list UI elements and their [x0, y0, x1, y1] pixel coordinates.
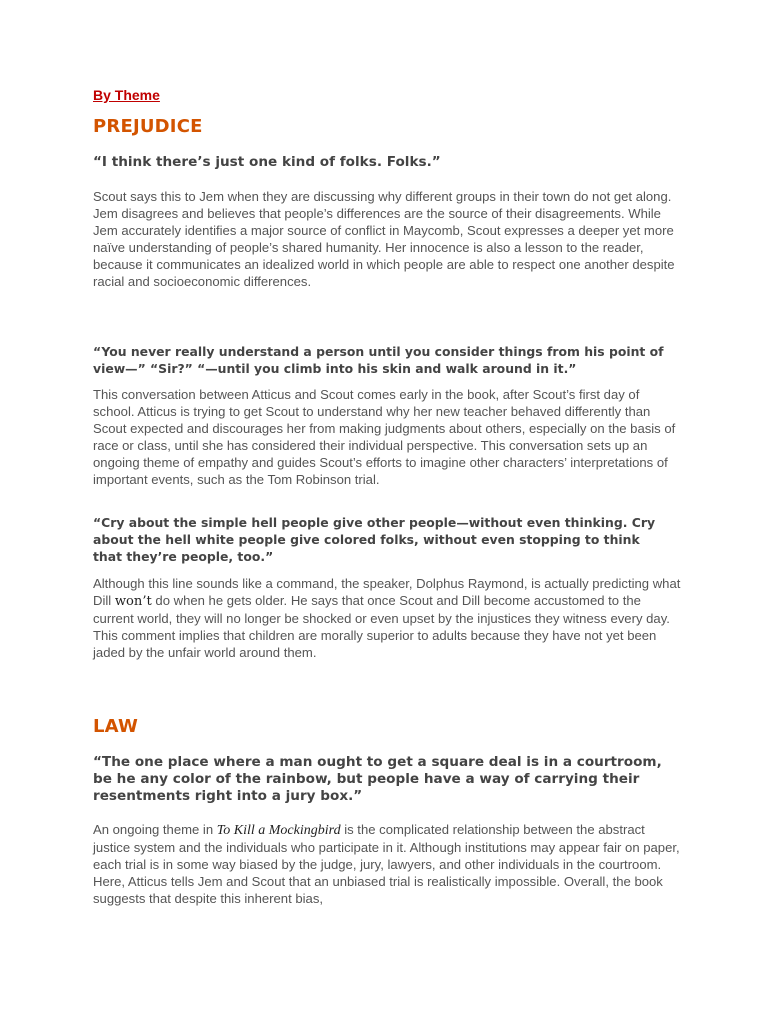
prejudice-paragraph-1: Scout says this to Jem when they are discussing why different groups in their town do not get along. Jem disagrees and believes that people’s differences are the source of their disagreements. While Jem accurately identifies a major source of conflict in Maycomb, Scout expresses a deeper yet more naïve understanding of people’s shared humanity. Her innocence is also a lesson to the reader, because it communicates an idealized world in which people are able to respect one another despite racial and socioeconomic differences.	[93, 189, 675, 289]
law-paragraph-1-part-b: is the complicated relationship between the abstract justice system and the individuals who participate in it. Although institutions may appear fair on paper, each trial is in some way biased by the judge, jury, lawyers, and other individuals in the courtroom. Here, Atticus tells Jem and Scout that an unbiased trial is realistically impossible. Overall, the book suggests that despite this inherent bias,	[93, 822, 680, 906]
by-theme-link[interactable]: By Theme	[93, 87, 160, 103]
book-title: To Kill a Mockingbird	[216, 823, 341, 838]
law-heading: LAW	[93, 716, 139, 737]
law-paragraph-1	[93, 821, 683, 907]
prejudice-paragraph-3	[93, 575, 683, 661]
law-paragraph-1-part-a: An ongoing theme in	[93, 822, 217, 837]
prejudice-quote-3: “Cry about the simple hell people give other people—without even thinking. Cry about the hell white people give colored folks, without even stopping to think that they’re people, too.”	[93, 515, 656, 564]
prejudice-quote-2: “You never really understand a person until you consider things from his point of view—” “Sir?” “—until you climb into his skin and walk around in it.”	[93, 344, 664, 376]
prejudice-paragraph-3-part-b: do when he gets older. He says that once Scout and Dill become accustomed to the current world, they will no longer be shocked or even upset by the injustices they witness every day. This comment implies that children are morally superior to adults because they have not yet been jaded by the unfair world around them.	[93, 593, 670, 660]
prejudice-paragraph-2: This conversation between Atticus and Scout comes early in the book, after Scout’s first day of school. Atticus is trying to get Scout to understand why her new teacher behaved differently than Scout expected and discourages her from making judgments about others, especially on the basis of race or class, until she has considered their individual perspective. This conversation sets up an ongoing theme of empathy and guides Scout’s efforts to imagine other characters’ interpretations of important events, such as the Tom Robinson trial.	[93, 387, 676, 487]
prejudice-paragraph-3-part-a: Although this line sounds like a command, the speaker, Dolphus Raymond, is actually predicting what Dill	[93, 576, 681, 608]
law-quote-1: “The one place where a man ought to get a square deal is in a courtroom, be he any color of the rainbow, but people have a way of carrying their resentments right into a jury box.”	[93, 754, 662, 804]
emphasis-wont: won’t	[114, 594, 152, 609]
prejudice-quote-1: “I think there’s just one kind of folks. Folks.”	[93, 154, 441, 170]
prejudice-heading: PREJUDICE	[93, 116, 203, 137]
